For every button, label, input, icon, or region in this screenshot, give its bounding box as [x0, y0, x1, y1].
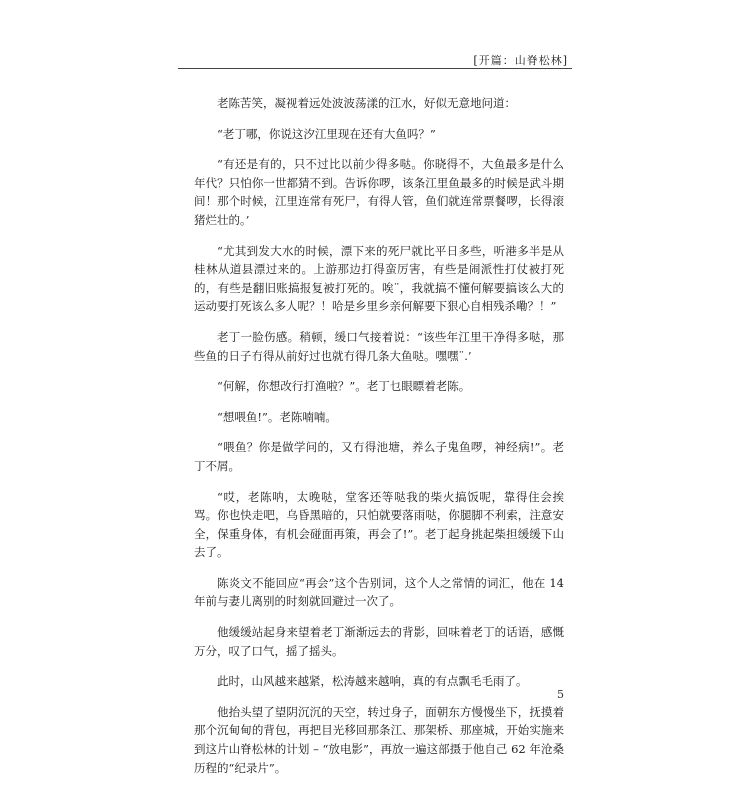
paragraph: 他缓缓站起身来望着老丁渐渐远去的背影，回味着老丁的话语，感慨万分，叹了口气，摇了摇头。 [194, 625, 564, 658]
paragraph: “老丁哪，你说这汐江里现在还有大鱼吗？” [217, 126, 436, 141]
paragraph: “想喂鱼!”。老陈喃喃。 [217, 409, 337, 424]
paragraph: “有还是有的，只不过比以前少得多哒。你晓得不，大鱼最多是什么年代？只怕你一世都猜不到。告诉你啰，该条江里鱼最多的时候是武斗期间！那个时候，江里连常有死尸，有得人管，鱼们就连常票餐啰，长得滚猪烂壮的。’ [194, 157, 564, 227]
paragraph: “何解，你想改行打渔啦？”。老丁乜眼瞟着老陈。 [217, 379, 471, 394]
header-rule [178, 68, 572, 69]
paragraph: 陈炎文不能回应“再会”这个告别词，这个人之常情的词汇，他在 14 年前与妻儿离别的时刻就回避过一次了。 [194, 575, 564, 609]
paragraph: 他抬头望了望阴沉沉的天空，转过身子，面朝东方慢慢坐下，抚摸着那个沉甸甸的背包，再把目光移回那条江、那架桥、那座城，开始实施来到这片山脊松林的计划 – “放电影”，再放一遍这部摄于他自己 62 年沧桑历程的“纪录片”。 [194, 704, 564, 775]
paragraph: “喂鱼？你是做学问的，又冇得池塘，养么子鬼鱼啰，神经病!”。老丁不屑。 [194, 440, 564, 473]
paragraph: “哎，老陈呐，太晚哒，堂客还等哒我的柴火搞饭呢，靠得住会挨骂。你也快走吧，乌昏黑暗的，只怕就要落雨哒，你腿脚不利索，注意安全，保重身体，有机会碰面再策，再会了!”。老丁起身挑起柴担缓缓下山去了。 [194, 489, 564, 560]
paragraph: “尤其到发大水的时候，漂下来的死尸就比平日多些，听港多半是从桂林从道县漂过来的。上游那边打得蛮厉害，有些是闹派性打仗被打死的，有些是翻旧账搞报复被打死的。唉¨，我就搞不懂何解要搞该么大的运动要打死该么多人呢？！哈是乡里乡亲何解要下狠心自相残杀嘞？！” [194, 243, 564, 314]
paragraph: 老丁一脸伤感。稍顿，缓口气接着说：“该些年江里干净得多哒，那些鱼的日子冇得从前好过也就冇得几条大鱼哒。嘿嘿¨.’ [194, 329, 564, 363]
paragraph: 此时，山风越来越紧，松涛越来越响，真的有点飘毛毛雨了。 [217, 674, 528, 689]
running-header: [开篇：山脊松林] [473, 54, 568, 67]
page-number: 5 [557, 688, 564, 701]
body-text [194, 94, 564, 789]
paragraph: 老陈苦笑，凝视着远处波波荡漾的江水，好似无意地问道： [217, 96, 516, 110]
